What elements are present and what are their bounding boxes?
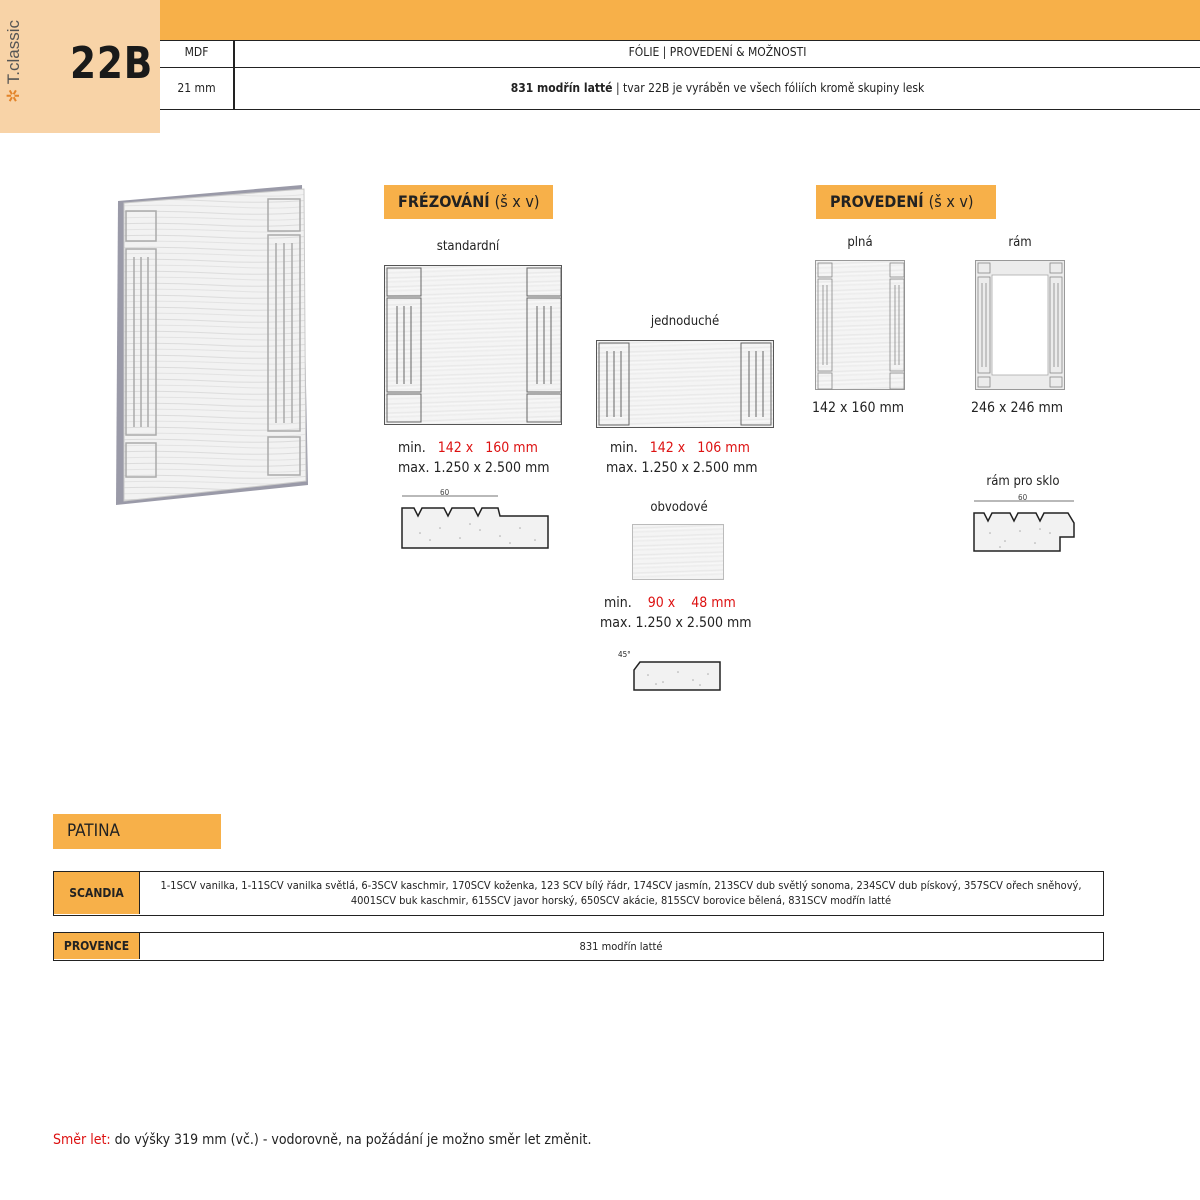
min-height: 48 mm: [691, 595, 736, 611]
min-width: 90 x: [647, 595, 676, 611]
patina-section-header: PATINA: [53, 814, 221, 849]
foil-name: 831 modřín latté: [510, 81, 613, 95]
milling-perimeter-label: obvodové: [650, 500, 708, 515]
grain-direction-note: [53, 1132, 591, 1148]
door-preview-image: [112, 185, 312, 515]
brand-name: T.classic: [4, 20, 23, 85]
execution-solid-image: [815, 260, 905, 390]
patina-key-scandia: SCANDIA: [54, 872, 140, 914]
milling-title-suffix: (š x v): [494, 192, 540, 211]
execution-solid-size: 142 x 160 mm: [812, 400, 905, 416]
milling-perimeter-max: max. 1.250 x 2.500 mm: [600, 615, 752, 631]
milling-simple-label: jednoduché: [650, 314, 720, 329]
profile-angle-label: 45°: [618, 650, 631, 659]
brand-logo: ✲ T.classic: [4, 20, 23, 103]
execution-frame-image: [975, 260, 1065, 390]
min-width: 142 x: [649, 440, 686, 456]
note-text: do výšky 319 mm (vč.) - vodorovně, na požádání je možno směr let změnit.: [110, 1132, 592, 1148]
milling-perimeter-min: [604, 595, 736, 611]
patina-row-scandia: [53, 871, 1104, 916]
profile-width-label: 60: [440, 488, 450, 497]
min-label: min.: [610, 440, 638, 456]
milling-perimeter-profile: [618, 650, 728, 692]
foil-description: [235, 81, 1200, 95]
patina-key-provence: PROVENCE: [54, 933, 140, 959]
min-height: 106 mm: [697, 440, 750, 456]
patina-value-line1: 1-1SCV vanilka, 1-11SCV vanilka světlá, 6-3SCV kaschmir, 170SCV koženka, 123 SCV bílý řádr, 174SCV jasmín, 213SCV dub světlý sonoma, 234SCV dub pískový, 357SCV ořech sněhový,: [160, 879, 1082, 892]
execution-title: PROVEDENÍ: [830, 192, 924, 211]
min-width: 142 x: [437, 440, 474, 456]
milling-simple-min: [610, 440, 750, 456]
thickness-value: 21 mm: [177, 81, 216, 95]
patina-row-provence: [53, 932, 1104, 961]
patina-value-provence: 831 modřín latté: [579, 939, 663, 953]
foil-note: | tvar 22B je vyráběn ve všech fóliích kromě skupiny lesk: [612, 81, 925, 95]
execution-glass-frame-label: rám pro sklo: [986, 474, 1060, 489]
patina-value-line2: 4001SCV buk kaschmir, 615SCV javor horský, 650SCV akácie, 815SCV borovice bělená, 831SCV modřín latté: [350, 894, 892, 907]
product-code: 22B: [70, 38, 154, 89]
execution-frame-size: 246 x 246 mm: [971, 400, 1064, 416]
col-foil-header: FÓLIE | PROVEDENÍ & MOŽNOSTI: [628, 45, 807, 59]
top-accent-bar: [160, 0, 1200, 40]
milling-standard-image: [384, 265, 562, 425]
execution-title-suffix: (š x v): [928, 192, 974, 211]
milling-section-header: [384, 185, 553, 219]
profile-width-label: 60: [1018, 493, 1028, 502]
note-label: Směr let:: [53, 1132, 111, 1148]
milling-standard-min: [398, 440, 538, 456]
milling-simple-max: max. 1.250 x 2.500 mm: [606, 460, 758, 476]
col-material-header: MDF: [184, 45, 209, 59]
patina-value-scandia: [140, 872, 1102, 914]
milling-title: FRÉZOVÁNÍ: [398, 192, 490, 211]
execution-solid-label: plná: [847, 235, 873, 250]
min-height: 160 mm: [485, 440, 538, 456]
milling-standard-label: standardní: [436, 239, 500, 254]
milling-perimeter-image: [632, 524, 724, 580]
min-label: min.: [604, 595, 632, 611]
milling-simple-image: [596, 340, 774, 428]
execution-frame-label: rám: [1008, 235, 1032, 250]
milling-standard-max: max. 1.250 x 2.500 mm: [398, 460, 550, 476]
execution-glass-frame-profile: [970, 493, 1080, 553]
min-label: min.: [398, 440, 426, 456]
execution-section-header: [816, 185, 996, 219]
